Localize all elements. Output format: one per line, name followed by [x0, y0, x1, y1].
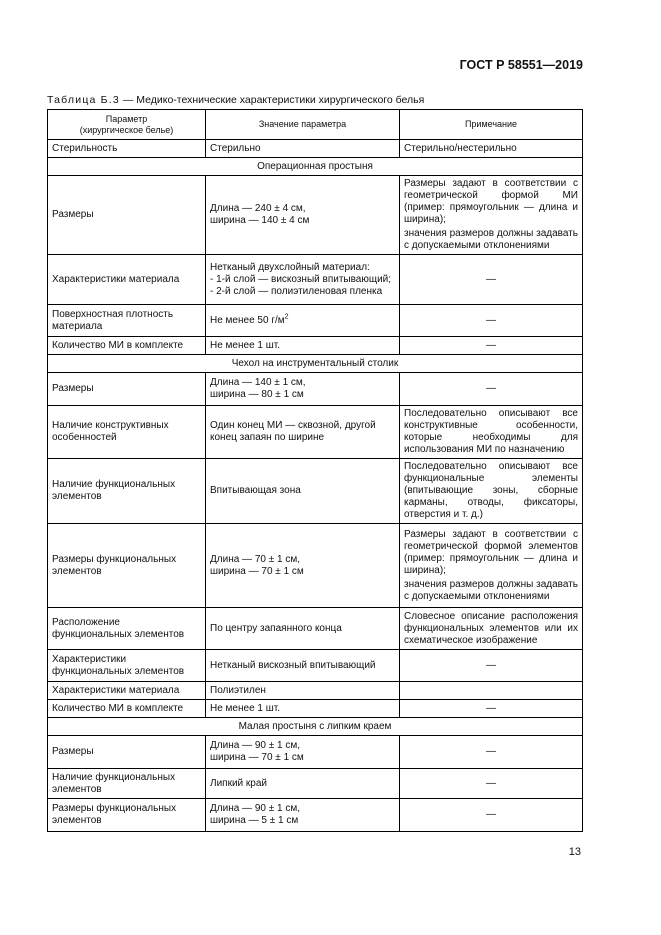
value-line: Длина — 90 ± 1 см,	[210, 740, 300, 751]
note-cell: —	[400, 337, 583, 355]
param-cell: Стерильность	[48, 140, 206, 158]
note-cell: —	[400, 799, 583, 832]
note-cell: Стерильно/нестерильно	[400, 140, 583, 158]
table-row	[48, 524, 583, 608]
note-cell: —	[400, 305, 583, 337]
note-paragraph: Размеры задают в соответствии с геометрической формой МИ (пример: прямоугольник — длина и ширина);	[404, 178, 578, 225]
section-row	[48, 355, 583, 373]
note-paragraph: Размеры задают в соответствии с геометрической формой элементов (пример: прямоугольник — длина и ширина);	[404, 528, 578, 576]
value-line: Длина — 140 ± 1 см,	[210, 377, 306, 388]
param-cell: Наличие функциональных элементов	[48, 459, 206, 524]
param-cell: Характеристики функциональных элементов	[48, 650, 206, 682]
value-cell	[206, 305, 400, 337]
column-header-param-line1: Параметр	[105, 113, 148, 124]
value-cell: Впитывающая зона	[206, 459, 400, 524]
section-title: Чехол на инструментальный столик	[48, 355, 583, 373]
value-cell	[206, 373, 400, 406]
value-text: Не менее 50 г/м	[210, 314, 285, 326]
note-paragraph: значения размеров должны задавать с допускаемыми отклонениями	[404, 578, 578, 602]
param-cell: Размеры	[48, 176, 206, 255]
param-cell: Поверхностная плотность материала	[48, 305, 206, 337]
value-cell: Липкий край	[206, 769, 400, 799]
table-caption	[47, 94, 424, 106]
table-row	[48, 608, 583, 650]
section-title: Операционная простыня	[48, 158, 583, 176]
column-header-value: Значение параметра	[206, 110, 400, 140]
note-cell: Последовательно описывают все конструктивные особенности, которые необходимы для использования МИ по назначению	[400, 406, 583, 459]
table-row	[48, 650, 583, 682]
table-row	[48, 700, 583, 718]
param-cell: Наличие конструктивных особенностей	[48, 406, 206, 459]
column-header-note: Примечание	[400, 110, 583, 140]
note-cell: —	[400, 373, 583, 406]
param-cell: Характеристики материала	[48, 682, 206, 700]
value-line: ширина — 80 ± 1 см	[210, 389, 304, 400]
value-cell	[206, 799, 400, 832]
document-id: ГОСТ Р 58551—2019	[459, 58, 583, 72]
page-number: 13	[568, 846, 581, 858]
table-row	[48, 305, 583, 337]
table-row	[48, 140, 583, 158]
table-header-row	[48, 110, 583, 140]
value-line: - 2-й слой — полиэтиленовая пленка	[210, 285, 383, 297]
param-cell: Размеры	[48, 373, 206, 406]
section-row	[48, 158, 583, 176]
value-cell	[206, 524, 400, 608]
value-line: - 1-й слой — вискозный впитывающий;	[210, 273, 392, 285]
note-cell: Последовательно описывают все функциональные элементы (впитывающие зоны, сборные карманы, отводы, фиксаторы, отверстия и т. д.)	[400, 459, 583, 524]
table-row	[48, 176, 583, 255]
value-line: ширина — 70 ± 1 см	[210, 565, 304, 577]
section-title: Малая простыня с липким краем	[48, 718, 583, 736]
value-cell	[206, 736, 400, 769]
param-cell: Размеры	[48, 736, 206, 769]
note-paragraph: значения размеров должны задавать с допускаемыми отклонениями	[404, 228, 578, 251]
value-line: ширина — 140 ± 4 см	[210, 215, 310, 226]
value-line: Длина — 70 ± 1 см,	[210, 553, 300, 565]
value-cell: По центру запаянного конца	[206, 608, 400, 650]
value-cell: Не менее 1 шт.	[206, 337, 400, 355]
param-cell: Количество МИ в комплекте	[48, 700, 206, 718]
table-row	[48, 337, 583, 355]
column-header-param-line2: (хирургическое белье)	[79, 124, 174, 135]
note-cell: —	[400, 736, 583, 769]
note-cell: —	[400, 255, 583, 305]
note-cell: —	[400, 700, 583, 718]
note-cell	[400, 682, 583, 700]
value-cell	[206, 255, 400, 305]
column-header-param	[48, 110, 206, 140]
note-cell: Словесное описание расположения функциональных элементов или их схематическое изображение	[400, 608, 583, 650]
table-row	[48, 736, 583, 769]
value-cell: Не менее 1 шт.	[206, 700, 400, 718]
table-caption-label: Таблица Б.3	[47, 94, 120, 106]
table-row	[48, 799, 583, 832]
value-cell: Стерильно	[206, 140, 400, 158]
param-cell: Расположение функциональных элементов	[48, 608, 206, 650]
value-cell: Один конец МИ — сквозной, другой конец запаян по ширине	[206, 406, 400, 459]
value-cell	[206, 176, 400, 255]
note-cell	[400, 176, 583, 255]
value-line: Длина — 90 ± 1 см,	[210, 803, 300, 814]
table-row	[48, 682, 583, 700]
value-line: ширина — 70 ± 1 см	[210, 752, 304, 763]
value-cell: Нетканый вискозный впитывающий	[206, 650, 400, 682]
note-cell	[400, 524, 583, 608]
value-line: Длина — 240 ± 4 см,	[210, 203, 306, 214]
table-row	[48, 373, 583, 406]
note-cell: —	[400, 769, 583, 799]
value-line: ширина — 5 ± 1 см	[210, 815, 299, 826]
value-line: Нетканый двухслойный материал:	[210, 261, 370, 273]
param-cell: Количество МИ в комплекте	[48, 337, 206, 355]
table-row	[48, 406, 583, 459]
table-row	[48, 769, 583, 799]
note-cell: —	[400, 650, 583, 682]
param-cell: Размеры функциональных элементов	[48, 799, 206, 832]
table-caption-text: — Медико-технические характеристики хирургического белья	[119, 94, 425, 106]
param-cell: Размеры функциональных элементов	[48, 524, 206, 608]
param-cell: Наличие функциональных элементов	[48, 769, 206, 799]
table-row	[48, 255, 583, 305]
value-superscript: 2	[284, 313, 289, 321]
characteristics-table	[47, 109, 583, 832]
section-row	[48, 718, 583, 736]
value-cell: Полиэтилен	[206, 682, 400, 700]
table-row	[48, 459, 583, 524]
param-cell: Характеристики материала	[48, 255, 206, 305]
